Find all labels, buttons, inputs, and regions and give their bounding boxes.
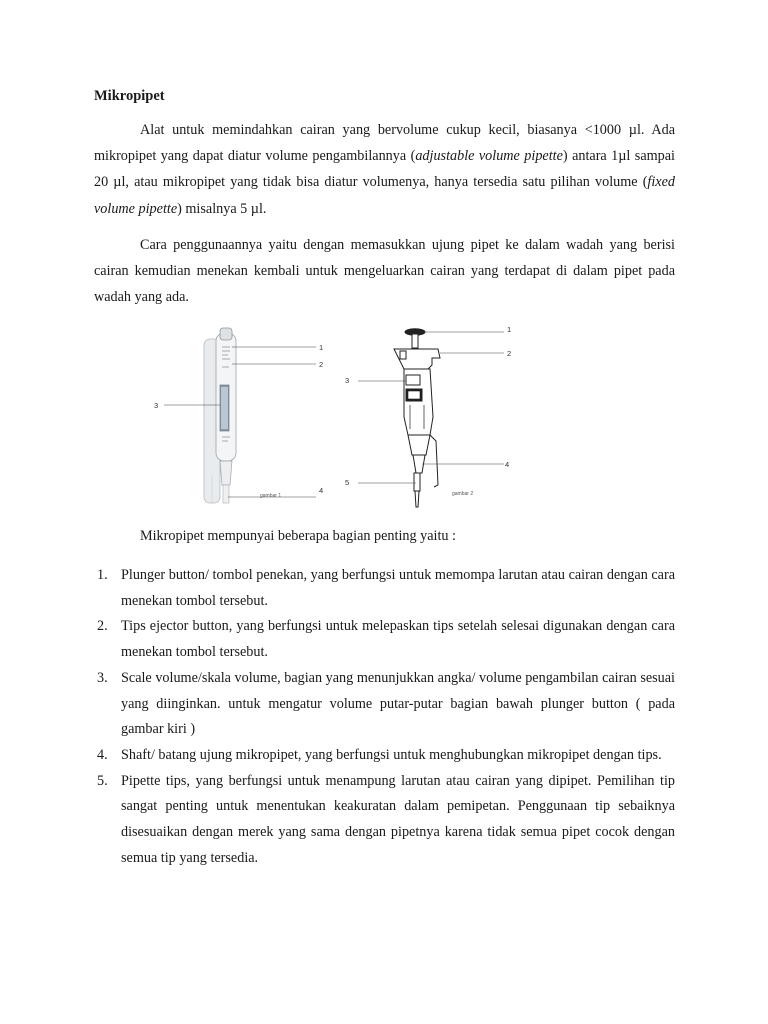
document-title: Mikropipet (94, 88, 165, 104)
list-item-text: Shaft/ batang ujung mikropipet, yang berfungsi untuk menghubungkan mikropipet dengan tips. (121, 746, 662, 763)
right-label-1: 1 (507, 325, 512, 334)
list-item (94, 666, 675, 743)
left-pipette-photo (154, 328, 323, 503)
list-item-number: 5. (97, 772, 108, 789)
right-label-5: 5 (345, 478, 350, 487)
list-item (94, 743, 675, 769)
list-item-number: 2. (97, 618, 108, 635)
left-label-2: 2 (319, 360, 324, 369)
p2-text: Cara penggunaannya yaitu dengan memasukkan ujung pipet ke dalam wadah yang berisi cairan kemudian menekan kembali untuk mengeluarkan cairan yang terdapat di dalam pipet pada wadah yang ada. (94, 237, 675, 306)
left-figure-caption: gambar 1 (260, 493, 282, 499)
list-item-text: Pipette tips, yang berfungsi untuk menampung larutan atau cairan yang dipipet. Pemilihan tip sangat penting untuk menentukan keakuratan dalam pemipetan. Penggunaan tip sebaiknya disesuaikan dengan merek yang sama dengan pipetnya karena tidak semua pipet cocok dengan semua tip yang tersedia. (121, 772, 675, 866)
list-item (94, 614, 675, 665)
p1-text-a: Alat untuk memindahkan cairan yang bervolume cukup kecil, biasanya <1000 µl. Ada mikropipet yang dapat diatur volume pengambilannya ( (94, 122, 675, 165)
list-item-text: Plunger button/ tombol penekan, yang berfungsi untuk memompa larutan atau cairan dengan cara menekan tombol tersebut. (121, 567, 675, 609)
list-item-number: 4. (97, 746, 108, 763)
left-label-1: 1 (319, 343, 324, 352)
right-pipette-drawing (358, 329, 504, 507)
pipette-figure (148, 325, 528, 510)
parts-list (94, 563, 675, 871)
pipette-diagram (148, 325, 528, 510)
list-item-text: Tips ejector button, yang berfungsi untuk melepaskan tips setelah selesai digunakan dengan cara menekan tombol tersebut. (121, 618, 675, 661)
paragraph-definition (94, 117, 675, 222)
p1-text-b: ) antara 1µl sampai 20 µl, atau mikropipet yang tidak bisa diatur volumenya, hanya tersedia satu pilihan volume ( (94, 148, 675, 191)
list-item (94, 563, 675, 614)
right-figure-caption: gambar 2 (452, 491, 474, 497)
left-label-4: 4 (319, 486, 324, 495)
list-intro: Mikropipet mempunyai beberapa bagian penting yaitu : (140, 528, 456, 544)
p1-emphasis-b: fixed volume pipette (94, 174, 675, 217)
p1-text-c: ) misalnya 5 µl. (177, 200, 267, 217)
right-label-3: 3 (345, 376, 350, 385)
right-label-4: 4 (505, 460, 510, 469)
list-item (94, 769, 675, 872)
right-label-2: 2 (507, 349, 512, 358)
list-item-text: Scale volume/skala volume, bagian yang menunjukkan angka/ volume pengambilan cairan sesuai yang diinginkan. untuk mengatur volume putar-putar bagian bawah plunger button ( pada gambar kiri ) (121, 669, 675, 738)
list-item-number: 3. (97, 669, 108, 686)
p1-emphasis-a: adjustable volume pipette (415, 148, 563, 165)
list-item-number: 1. (97, 567, 108, 583)
left-label-3: 3 (154, 401, 159, 410)
paragraph-usage (94, 232, 675, 311)
